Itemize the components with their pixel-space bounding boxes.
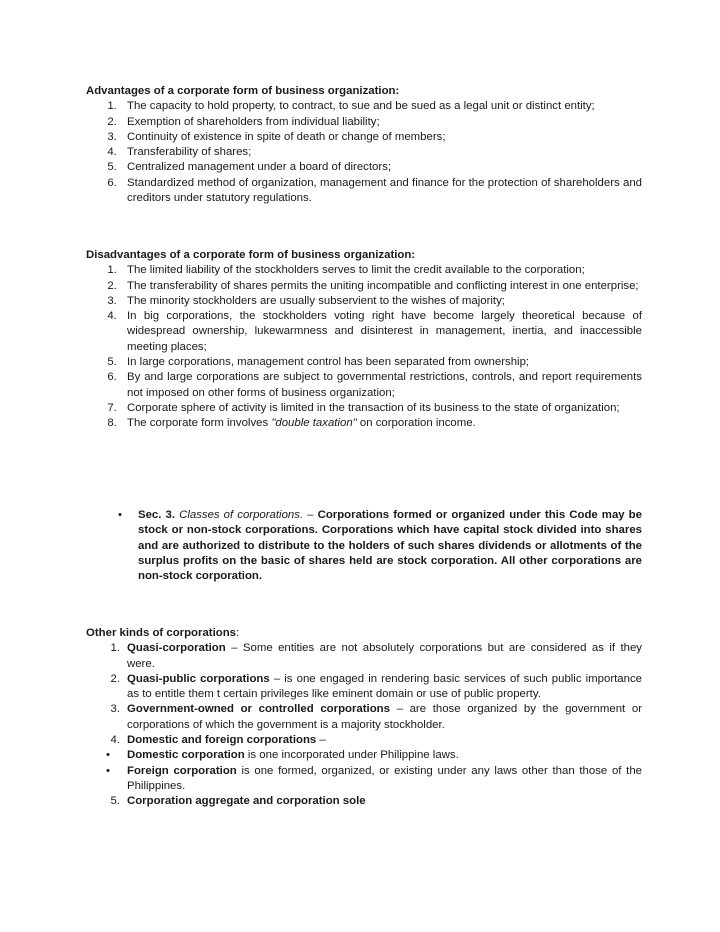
list-item: 1. The limited liability of the stockholders serves to limit the credit available to the corporation;	[120, 263, 642, 278]
sec3-title: Classes of corporations.	[179, 509, 304, 521]
list-item: 3. The minority stockholders are usually subservient to the wishes of majority;	[120, 294, 642, 309]
item-number: 3.	[110, 703, 120, 716]
list-item: 5. In large corporations, management control has been separated from ownership;	[120, 355, 642, 370]
item-term: Domestic and foreign corporations	[127, 734, 317, 747]
item-text	[127, 794, 642, 809]
item-text	[127, 733, 642, 748]
item-text: The corporate form involves	[127, 417, 272, 430]
list-item: 6. By and large corporations are subject to governmental restrictions, controls, and report requirements not imposed on other forms of business organization;	[120, 370, 642, 401]
sec3-body: Corporations formed or organized under this Code may be stock or non-stock corporations. Corporations which have capital stock divided into shares and are authorized to distribute to the holders of such shares dividends or allotments of the surplus profits on the basic of shares held are stock corporation. All other corporations are non-stock corporation.	[138, 509, 642, 583]
list-item: 6. Standardized method of organization, management and finance for the protection of shareholders and creditors under statutory regulations.	[120, 176, 642, 207]
list-item: 7. Corporate sphere of activity is limited in the transaction of its business to the state of organization;	[120, 401, 642, 416]
item-term: Domestic corporation	[127, 749, 245, 762]
other-kinds-section	[86, 626, 642, 810]
list-item: 4. In big corporations, the stockholders voting right have become largely theoretical because of widespread ownership, lukewarmness and disinterest in management, inertia, and inaccessible meeting places;	[120, 309, 642, 355]
other-kinds-heading-colon: :	[236, 627, 240, 639]
list-item: 4. Transferability of shares;	[120, 145, 642, 160]
list-item	[86, 794, 642, 809]
item-term: Foreign corporation	[127, 764, 237, 777]
disadvantages-list	[86, 263, 642, 431]
list-item: 2. The transferability of shares permits the uniting incompatible and conflicting interest in one enterprise;	[120, 279, 642, 294]
item-term: Quasi-corporation	[127, 642, 226, 655]
item-number: 1.	[110, 642, 120, 655]
sec3-bullet-row	[116, 508, 642, 584]
item-term: Quasi-public corporations	[127, 672, 270, 685]
item-description: is one incorporated under Philippine laws.	[244, 749, 459, 762]
item-term: Corporation aggregate and corporation sole	[127, 795, 366, 808]
sec3-text	[138, 508, 642, 584]
sec3-label: Sec. 3.	[138, 509, 176, 521]
item-text	[127, 641, 642, 672]
item-number: 2.	[110, 672, 120, 685]
item-description: – is one engaged in rendering basic services of such public importance as to entitle them t certain privileges like eminent domain or use of public property.	[127, 672, 642, 701]
item-text	[127, 702, 642, 733]
list-item	[86, 702, 642, 733]
advantages-list	[86, 99, 642, 206]
other-kinds-heading-text: Other kinds of corporations	[86, 627, 236, 639]
item-description: – Some entities are not absolutely corporations but are considered as if they were.	[127, 642, 642, 670]
bullet-icon: •	[106, 764, 110, 777]
advantages-section	[86, 84, 642, 206]
item-description: –	[316, 734, 326, 747]
item-text	[127, 672, 642, 703]
disadvantages-section	[86, 248, 642, 432]
item-text: on corporation income.	[356, 417, 476, 430]
item-text	[127, 748, 642, 763]
list-item: 1. The capacity to hold property, to contract, to sue and be sued as a legal unit or distinct entity;	[120, 99, 642, 114]
list-item	[86, 748, 642, 763]
list-item	[86, 641, 642, 672]
item-description: is one formed, organized, or existing under any laws other than those of the Philippines.	[127, 764, 642, 792]
sec3-block	[116, 508, 642, 584]
list-item: 2. Exemption of shareholders from individual liability;	[120, 115, 642, 130]
item-text	[127, 764, 642, 795]
item-description: – are those organized by the government or corporations of which the government is a majority stockholder.	[127, 703, 642, 731]
item-term: Government-owned or controlled corporations	[127, 703, 390, 716]
list-item	[120, 416, 642, 431]
disadvantages-heading: Disadvantages of a corporate form of business organization:	[86, 249, 416, 261]
list-item: 3. Continuity of existence in spite of death or change of members;	[120, 130, 642, 145]
item-italic-text: "double taxation"	[271, 417, 357, 430]
other-kinds-heading	[86, 626, 642, 641]
bullet-icon: •	[106, 749, 110, 762]
item-number: 5.	[110, 795, 120, 808]
list-item	[86, 733, 642, 748]
advantages-heading: Advantages of a corporate form of business organization:	[86, 85, 400, 97]
sec3-dash: –	[303, 509, 318, 521]
sub-bullet-list	[86, 748, 642, 794]
list-item	[86, 672, 642, 703]
item-number: 4.	[110, 734, 120, 747]
bullet-icon: •	[118, 509, 122, 521]
list-item: 5. Centralized management under a board of directors;	[120, 160, 642, 175]
list-item	[86, 764, 642, 795]
